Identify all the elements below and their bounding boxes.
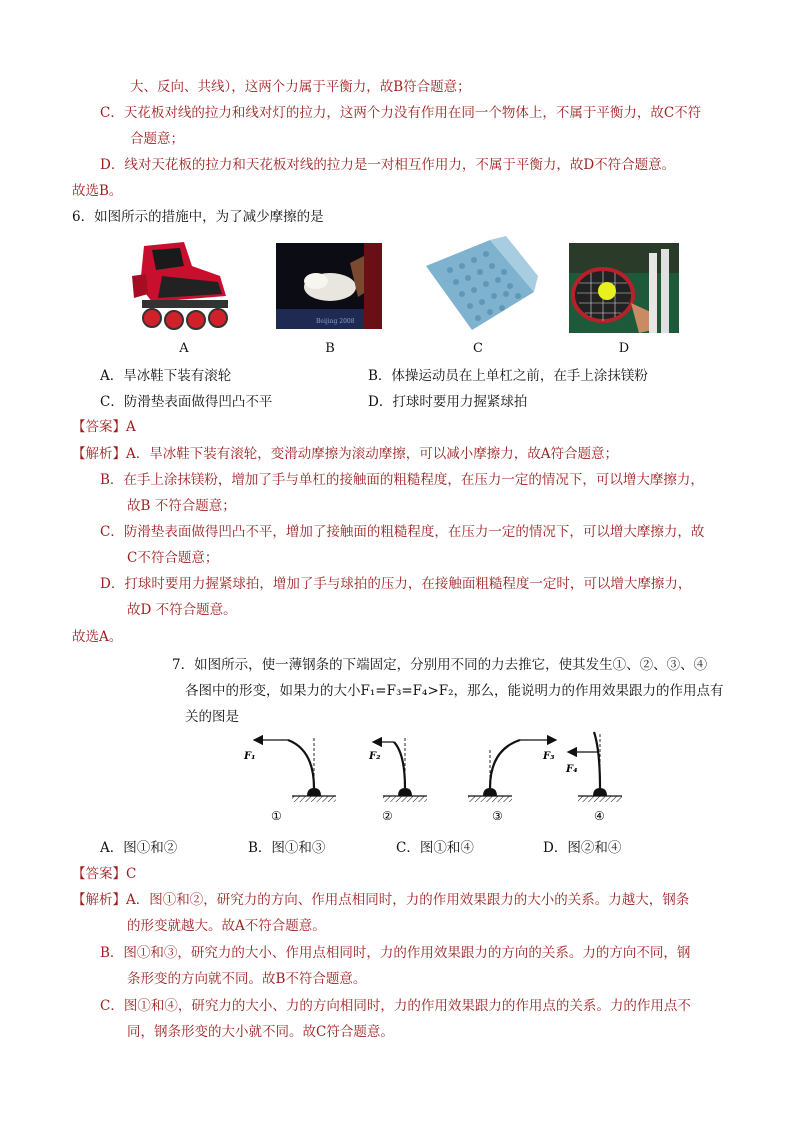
q6-option-a: A．旱冰鞋下装有滚轮 [100,368,232,384]
q7-analysis-a2: 的形变就越大。故A不符合题意。 [127,918,326,934]
q6-img-label-b: B [325,341,335,356]
q7-fig-3 [468,740,556,802]
q7-stem-3: 关的图是 [185,709,239,725]
q6-analysis-tag: 【解析】 [72,446,126,462]
prev-d-line: D．线对天花板的拉力和天花板对线的拉力是一对相互作用力，不属于平衡力，故D不符合题意。 [100,157,676,173]
q6-option-b: B．体操运动员在上单杠之前，在手上涂抹镁粉 [368,368,648,384]
prev-conclusion: 故选B。 [72,183,123,199]
q7-answer-tag: 【答案】 [72,866,126,882]
prev-c-line1: C．天花板对线的拉力和线对灯的拉力，这两个力没有作用在同一个物体上，不属于平衡力，故C不符 [100,105,702,121]
q6-image-c-mat [420,236,538,334]
q7-analysis-tag: 【解析】 [72,892,126,908]
q7-force-label-f4: F₄ [566,764,578,775]
q7-fig-label-2: ② [382,809,393,823]
q7-fig-label-1: ① [271,809,282,823]
q6-answer-line [72,417,136,437]
q6-analysis-b1: B．在手上涂抹镁粉，增加了手与单杠的接触面的粗糙程度，在压力一定的情况下，可以增大摩擦力， [100,472,704,488]
q6-analysis-c1: C．防滑垫表面做得凹凸不平，增加了接触面的粗糙程度，在压力一定的情况下，可以增大摩擦力，故 [100,524,705,540]
q6-answer-tag: 【答案】 [72,419,126,435]
q7-fig-2 [373,738,427,802]
q6-analysis-b2: 故B 不符合题意； [127,498,236,514]
prev-b-cont: 大、反向、共线），这两个力属于平衡力，故B符合题意； [130,79,471,95]
q7-option-a: A．图①和② [100,840,178,856]
q6-img-label-d: D [618,341,630,356]
q7-fig-label-3: ③ [492,809,503,823]
q7-analysis-a1 [72,890,689,910]
q7-fig-1 [254,738,336,802]
q6-analysis-d2: 故D 不符合题意。 [127,602,237,618]
q6-image-d-tennis [569,243,679,333]
svg-text:Beijing 2008: Beijing 2008 [316,318,355,325]
q7-option-c: C．图①和④ [396,840,474,856]
q7-force-label-f3: F₃ [543,751,555,762]
q6-image-b-chalk [276,243,382,329]
q7-answer: C [126,866,137,882]
q6-img-label-c: C [473,341,483,356]
q7-analysis-b2: 条形变的方向就不同。故B不符合题意。 [127,971,367,987]
q7-answer-line [72,864,136,884]
q7-analysis-c1: C．图①和④，研究力的大小、力的方向相同时，力的作用效果跟力的作用点的关系。力的作用点不 [100,998,691,1014]
q6-option-d: D．打球时要用力握紧球拍 [368,394,528,410]
q7-option-b: B．图①和③ [248,840,326,856]
q6-analysis-a-text: A．旱冰鞋下装有滚轮，变滑动摩擦为滚动摩擦，可以减小摩擦力，故A符合题意； [126,446,618,462]
q6-image-a-skate [122,236,244,334]
q6-stem: 6．如图所示的措施中，为了减少摩擦的是 [72,209,324,225]
q6-img-label-a: A [179,341,189,356]
q7-analysis-c2: 同，钢条形变的大小就不同。故C符合题意。 [127,1024,394,1040]
q7-analysis-b1: B．图①和③，研究力的大小、作用点相同时，力的作用效果跟力的方向的关系。力的方向不同，钢 [100,945,691,961]
q7-steel-strip-diagram [230,730,630,830]
q7-stem-2: 各图中的形变，如果力的大小F₁=F₃=F₄>F₂，那么，能说明力的作用效果跟力的作用点有 [185,683,724,699]
q6-analysis-a [72,444,618,464]
q6-analysis-c2: C不符合题意； [127,550,219,566]
q6-analysis-d1: D．打球时要用力握紧球拍，增加了手与球拍的压力，在接触面粗糙程度一定时，可以增大摩擦力， [100,576,692,592]
q7-option-d: D．图②和④ [543,840,622,856]
q7-stem-1: 7．如图所示，使一薄钢条的下端固定，分别用不同的力去推它，使其发生①、②、③、④ [172,657,708,673]
q7-analysis-a1-text: A．图①和②，研究力的方向、作用点相同时，力的作用效果跟力的大小的关系。力越大，钢条 [126,892,690,908]
q6-conclusion: 故选A。 [72,629,123,645]
q7-fig-label-4: ④ [594,809,605,823]
q6-option-c: C．防滑垫表面做得凹凸不平 [100,394,273,410]
q6-answer: A [126,419,136,435]
q7-force-label-f1: F₁ [244,751,256,762]
prev-c-line2: 合题意； [130,131,184,147]
q7-force-label-f2: F₂ [369,751,381,762]
